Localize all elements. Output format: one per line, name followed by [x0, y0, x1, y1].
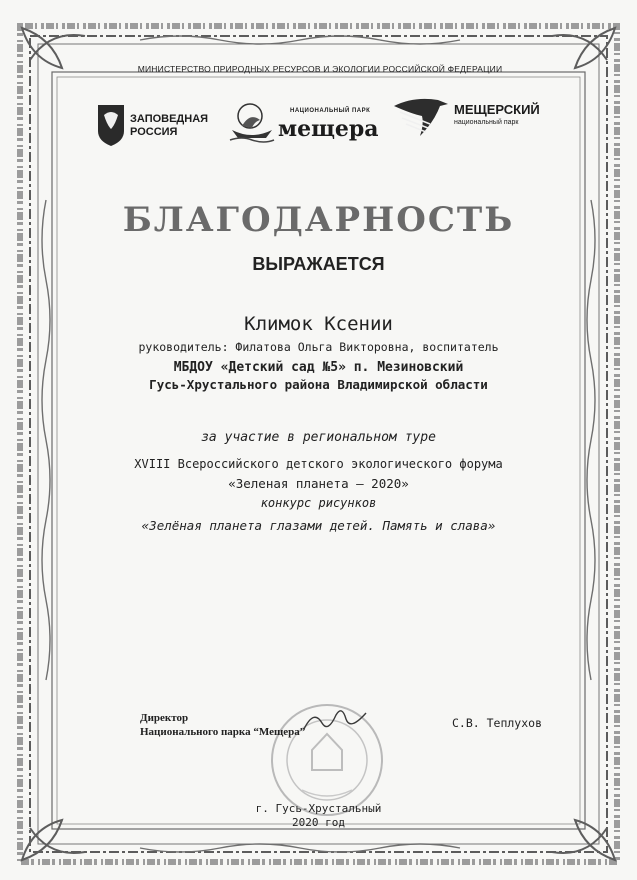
forum-line: XVIII Всероссийского детского экологического форума [134, 457, 503, 471]
signatory-position-line2: Национального парка “Мещера” [140, 726, 306, 738]
meshchera-big-text: мещера [278, 116, 379, 142]
contest-line: конкурс рисунков [260, 496, 377, 510]
supervisor-line: руководитель: Филатова Ольга Викторовна, воспитатель [138, 340, 499, 354]
institution-line2: Гусь-Хрустального района Владимирской области [149, 377, 488, 392]
meshchera-small-text: НАЦИОНАЛЬНЫЙ ПАРК [290, 108, 371, 114]
zapovednaya-line1: ЗАПОВЕДНАЯ [130, 113, 209, 125]
eagle-icon [392, 92, 450, 142]
footer-city: г. Гусь-Хрустальный [255, 802, 382, 815]
boat-swan-icon [228, 100, 276, 146]
zapovednaya-line2: РОССИЯ [130, 126, 178, 138]
forum-name: «Зеленая планета — 2020» [228, 476, 409, 491]
meshchersky-big-text: МЕЩЕРСКИЙ [454, 102, 540, 117]
meshchera-logo [228, 100, 388, 155]
footer-year: 2020 год [292, 816, 345, 829]
signatory-name: С.В. Теплухов [452, 716, 543, 730]
certificate-subtitle: ВЫРАЖАЕТСЯ [252, 254, 385, 274]
meshchersky-logo [392, 92, 542, 147]
recipient-name: Климок Ксении [244, 313, 393, 335]
certificate-title: БЛАГОДАРНОСТЬ [122, 200, 515, 240]
institution-line1: МБДОУ «Детский сад №5» п. Мезиновский [173, 360, 464, 375]
signatory-position-line1: Директор [140, 712, 189, 724]
handwritten-signature [300, 705, 370, 737]
contest-name: «Зелёная планета глазами детей. Память и слава» [141, 518, 496, 533]
shield-emblem-icon [96, 103, 126, 147]
ministry-header: МИНИСТЕРСТВО ПРИРОДНЫХ РЕСУРСОВ И ЭКОЛОГИИ РОССИЙСКОЙ ФЕДЕРАЦИИ [137, 64, 503, 74]
zapovednaya-rossiya-logo [96, 103, 226, 153]
participation-line: за участие в региональном туре [201, 430, 436, 445]
meshchersky-small-text: национальный парк [454, 119, 519, 126]
